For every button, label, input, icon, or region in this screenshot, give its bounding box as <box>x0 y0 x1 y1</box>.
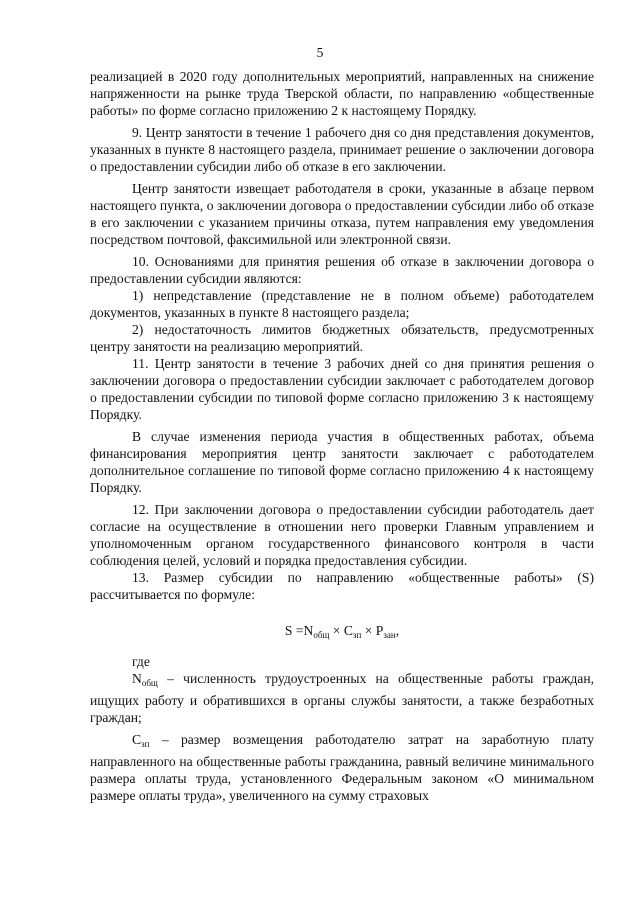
definition-c <box>90 731 594 804</box>
paragraph-subitem-2: 2) недостаточность лимитов бюджетных обязательств, предусмотренных центру занятости на реализацию мероприятий. <box>90 322 594 354</box>
paragraph-item-11: 11. Центр занятости в течение 3 рабочих дней со дня принятия решения о заключении договора о предоставлении субсидии заключает с работодателем договор о предоставлении субсидии по типовой форме согласно приложению 3 к настоящему Порядку. <box>90 356 594 422</box>
document-body <box>90 68 594 804</box>
formula-lhs: S = <box>284 623 304 638</box>
definition-c-text: – размер возмещения работодателю затрат на заработную плату направленного на общественные работы гражданина, равный величине минимального размера оплаты труда, установленного Федеральным законом «О минимальном размере оплаты труда», увеличенного на сумму страховых <box>90 732 594 803</box>
definition-n-sub: общ <box>141 678 158 688</box>
formula-c: С <box>343 623 353 638</box>
paragraph-item-9: 9. Центр занятости в течение 1 рабочего дня со дня представления документов, указанных в пункте 8 настоящего раздела, принимает решение о заключении договора о предоставлении субсидии либо об отказе в его заключении. <box>90 125 594 174</box>
formula-p-sub: зан <box>383 630 396 640</box>
where-label: где <box>132 654 150 669</box>
paragraph-notification: Центр занятости извещает работодателя в сроки, указанные в абзаце первом настоящего пункта, о заключении договора о предоставлении субсидии либо об отказе в его заключении с указанием причины отказа, путем направления ему уведомления посредством почтовой, факсимильной или электронной связи. <box>90 181 594 247</box>
formula-p: Р <box>375 623 384 638</box>
formula-n-sub: общ <box>313 630 330 640</box>
formula-n: N <box>303 623 314 638</box>
definition-c-symbol: С <box>132 732 142 747</box>
formula-times-1: × <box>329 623 344 638</box>
paragraph-item-10: 10. Основаниями для принятия решения об отказе в заключении договора о предоставлении субсидии являются: <box>90 254 594 286</box>
paragraph-item-12: 12. При заключении договора о предоставлении субсидии работодатель дает согласие на осуществление в отношении него проверки Главным управлением и уполномоченным органом государственного финансового контроля в части соблюдения целей, условий и порядка предоставления субсидии. <box>90 502 594 568</box>
subsidy-formula <box>90 622 594 644</box>
formula-end: , <box>395 623 400 638</box>
formula-times-2: × <box>361 623 376 638</box>
page-number: 5 <box>316 45 324 60</box>
definition-c-sub: зп <box>141 739 150 749</box>
paragraph-item-13: 13. Размер субсидии по направлению «общественные работы» (S) рассчитывается по формуле: <box>90 570 594 602</box>
definition-n <box>90 670 594 726</box>
formula-c-sub: зп <box>352 630 362 640</box>
paragraph-continuation: реализацией в 2020 году дополнительных мероприятий, направленных на снижение напряженности на рынке труда Тверской области, по направлению «общественные работы» по форме согласно приложению 2 к настоящему Порядку. <box>90 69 594 118</box>
definition-n-text: – численность трудоустроенных на общественные работы граждан, ищущих работу и обратившихся в органы службы занятости, а также безработных граждан; <box>90 671 594 725</box>
paragraph-subitem-1: 1) непредставление (представление не в полном объеме) работодателем документов, указанных в пункте 8 настоящего раздела; <box>90 288 594 320</box>
paragraph-amendment: В случае изменения периода участия в общественных работах, объема финансирования мероприятия центр занятости заключает с работодателем дополнительное соглашение по типовой форме согласно приложению 4 к настоящему Порядку. <box>90 429 594 495</box>
definition-n-symbol: N <box>132 671 142 686</box>
